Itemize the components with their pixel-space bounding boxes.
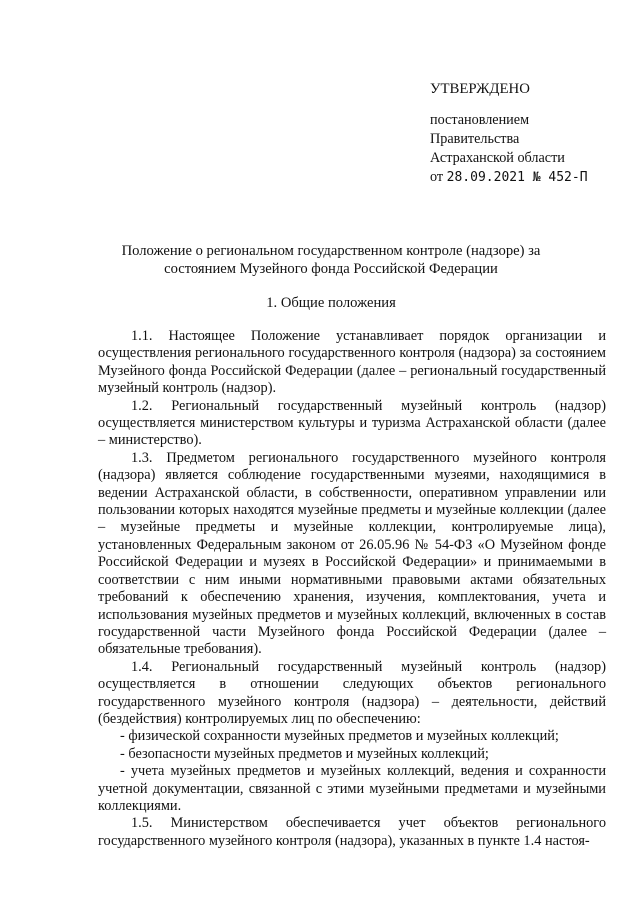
list-item: - безопасности музейных предметов и музейных коллекций; xyxy=(120,745,489,762)
approval-line-1: постановлением xyxy=(430,112,530,128)
section-heading: 1. Общие положения xyxy=(266,295,396,311)
approval-date-prefix: от xyxy=(430,169,444,185)
document-title: Положение о региональном государственном контроле (надзоре) за состоянием Музейного фонда Российской Федерации xyxy=(121,243,541,277)
list-item: - учета музейных предметов и музейных коллекций, ведения и сохранности учетной документации, связанной с этими музейными предметами и музейными коллекциями. xyxy=(98,763,606,814)
paragraph-1-3: 1.3. Предметом регионального государственного музейного контроля (надзора) является соблюдение государственными музеями, находящимися в ведении Астраханской области, в собственности, оперативном управлении или пользовании которых находятся музейные предметы и музейные коллекции (далее – музейные предметы и музейные коллекции, контролируемые лица), установленных Федеральным законом от 26.05.96 № 54-ФЗ «О Музейном фонде Российской Федерации и музеях в Российской Федерации» и принимаемыми в соответствии с ним иными нормативными правовыми актами обязательных требований к обеспечению хранения, изучения, комплектования, учета и использования музейных предметов и музейных коллекций, включенных в состав государственной части Музейного фонда Российской Федерации (далее – обязательные требования). xyxy=(98,449,606,658)
list-item: - физической сохранности музейных предметов и музейных коллекций; xyxy=(120,728,559,745)
paragraph-1-4: 1.4. Региональный государственный музейный контроль (надзор) осуществляется в отношении следующих объектов регионального государственного музейного контроля (надзора) – деятельности, действий (бездействия) контролируемых лиц по обеспечению: xyxy=(98,658,606,727)
approval-line-3: Астраханской области xyxy=(430,150,565,166)
paragraph-1-1: 1.1. Настоящее Положение устанавливает порядок организации и осуществления регионального государственного контроля (надзора) за состоянием Музейного фонда Российской Федерации (далее – региональный государственный музейный контроль (надзор). xyxy=(98,328,606,397)
approval-date-line xyxy=(430,168,630,187)
paragraph-1-2: 1.2. Региональный государственный музейный контроль (надзор) осуществляется министерством культуры и туризма Астраханской области (далее – министерство). xyxy=(98,397,606,449)
document-body xyxy=(98,328,606,850)
approval-block xyxy=(430,80,630,187)
paragraph-1-5: 1.5. Министерством обеспечивается учет объектов регионального государственного музейного контроля (надзора), указанных в пункте 1.4 настоя- xyxy=(98,815,606,849)
approval-line-2: Правительства xyxy=(430,131,520,147)
approval-heading: УТВЕРЖДЕНО xyxy=(430,81,530,97)
approval-date: 28.09.2021 № 452-П xyxy=(446,170,588,185)
